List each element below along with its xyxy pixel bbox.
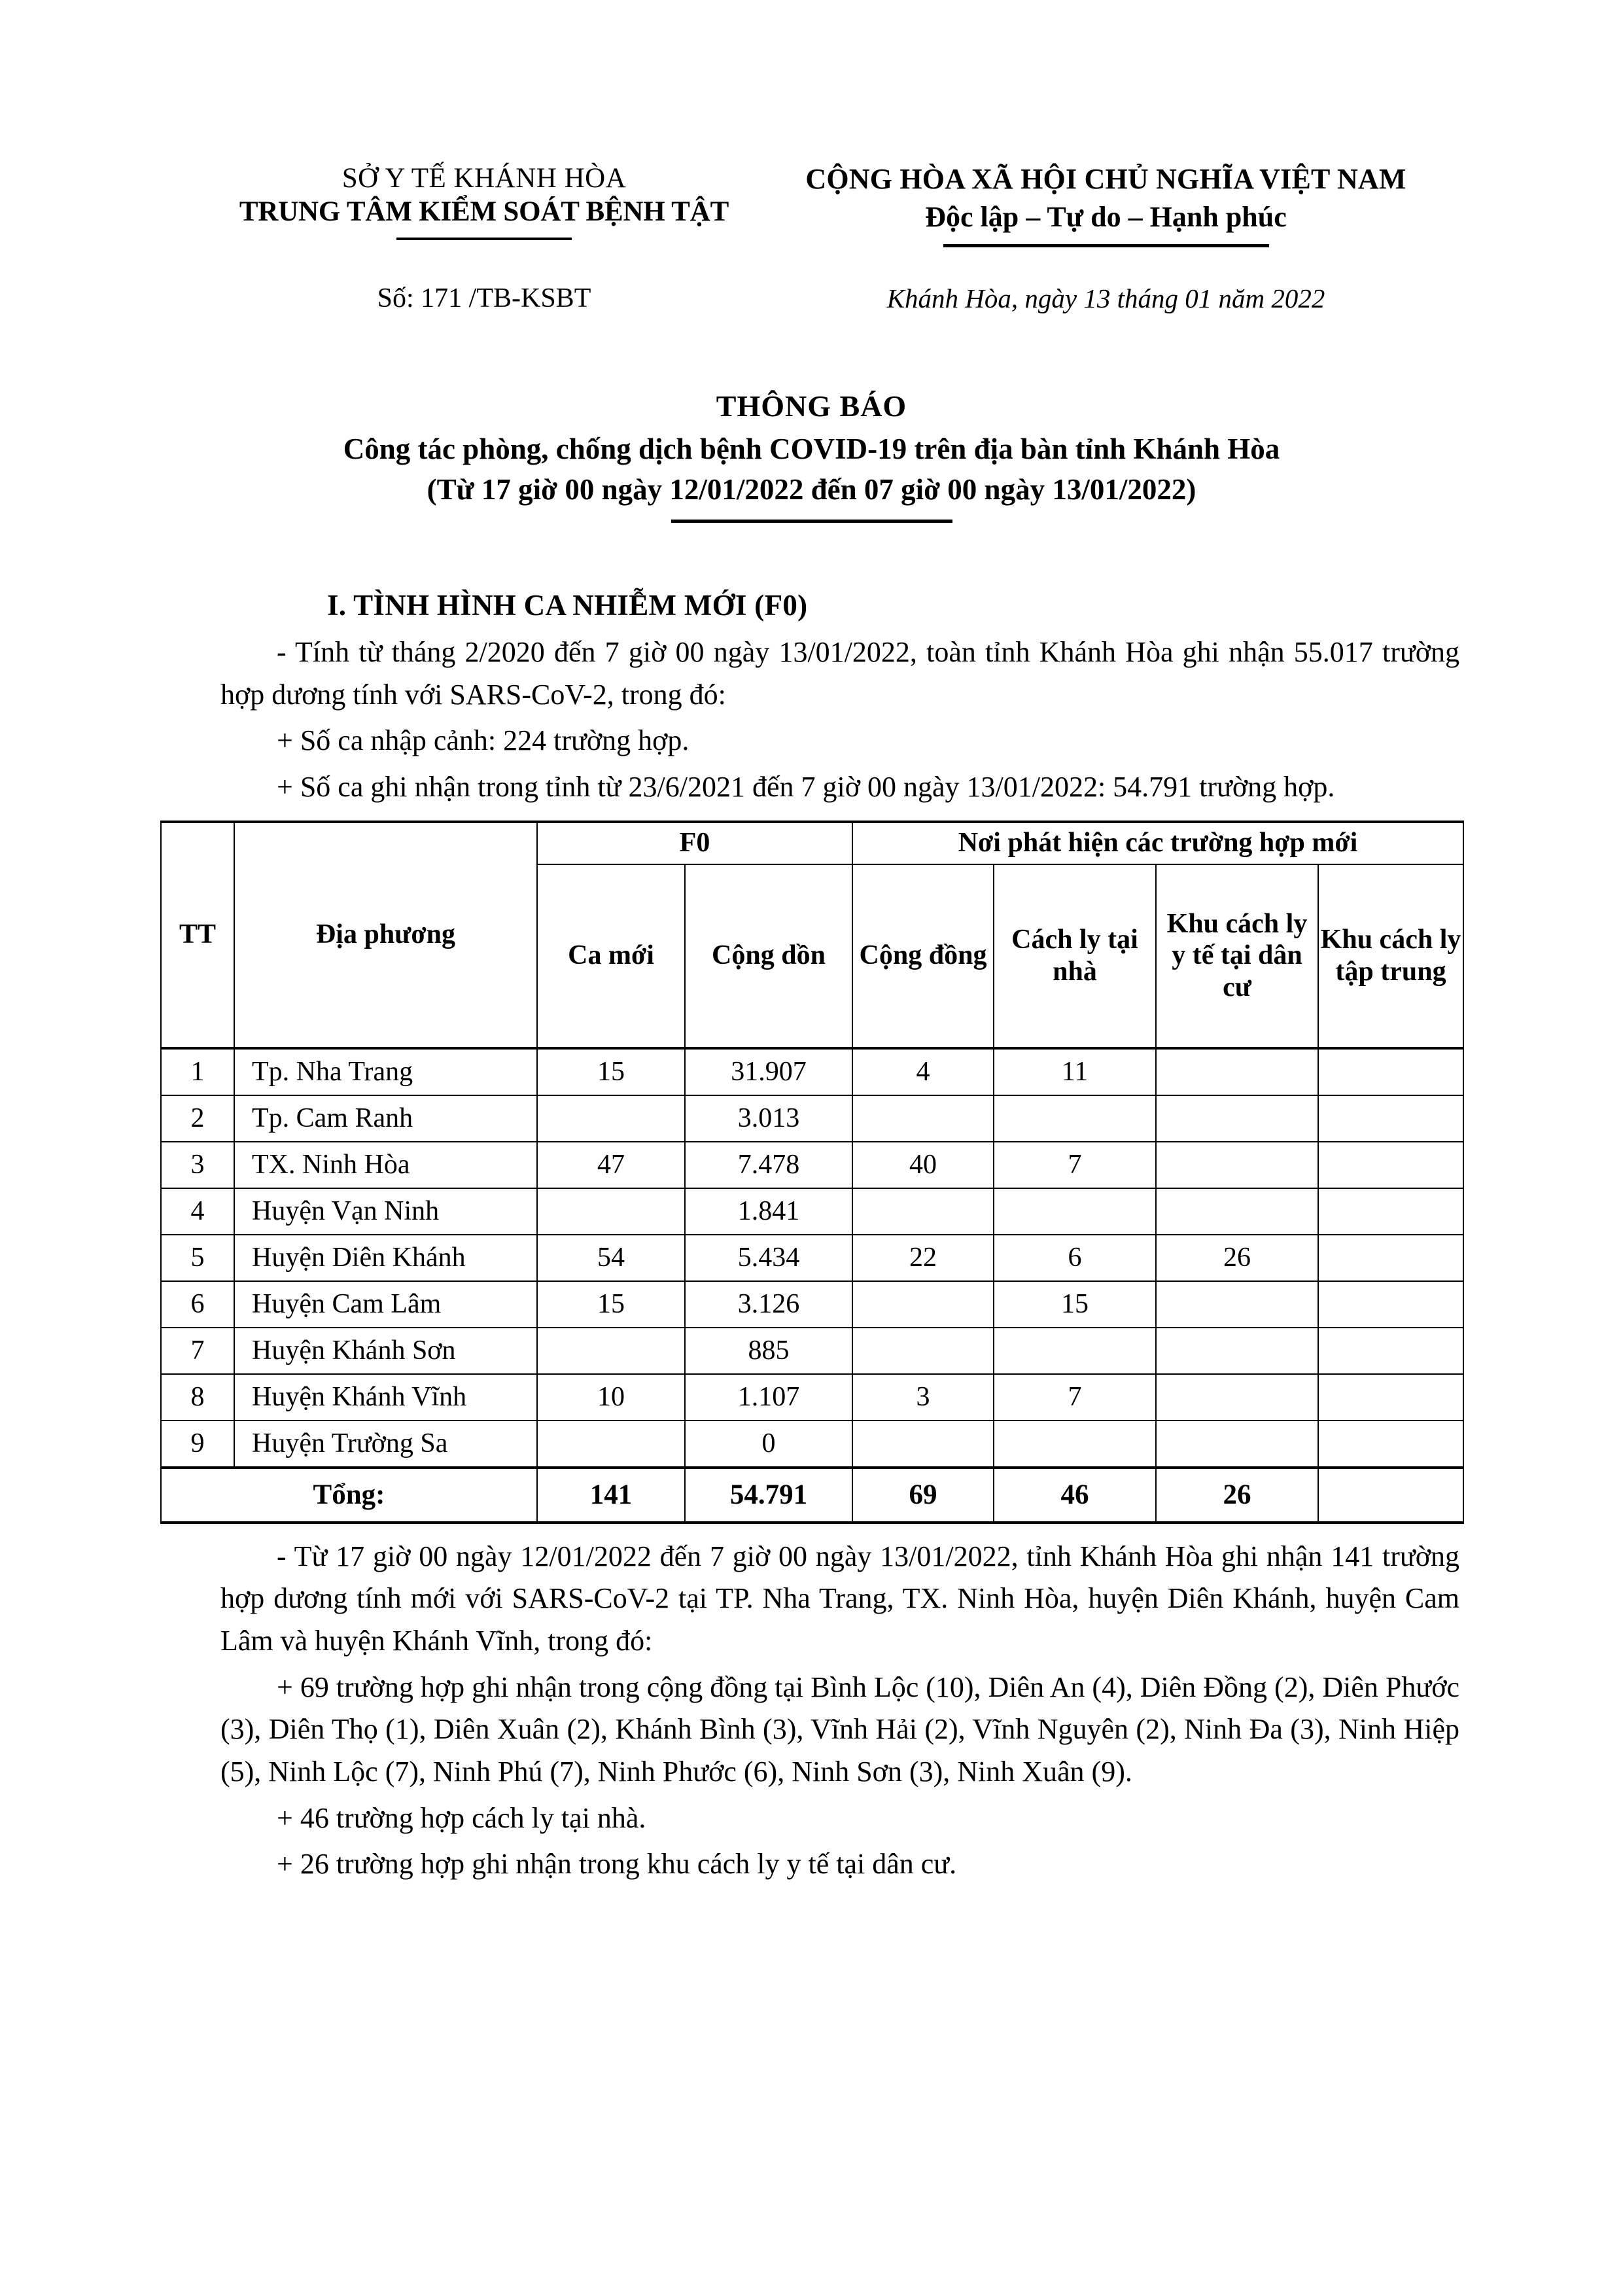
row-dia-phuong: Tp. Cam Ranh [234, 1095, 537, 1142]
table-row [161, 1374, 1463, 1421]
total-khu-cach-ly-y-te: 26 [1156, 1468, 1318, 1523]
table-row [161, 1048, 1463, 1095]
section-1-paragraph-after-3: + 46 trường hợp cách ly tại nhà. [277, 1801, 646, 1834]
row-cong-don: 31.907 [685, 1048, 852, 1095]
row-cong-dong: 4 [852, 1048, 994, 1095]
row-khu-cach-ly-y-te [1156, 1374, 1318, 1421]
document-number: Số: 171 /TB-KSBT [377, 283, 591, 313]
row-khu-cach-ly-tap-trung [1318, 1235, 1463, 1281]
row-tt: 6 [161, 1281, 234, 1328]
issuing-organization-block [216, 162, 752, 247]
table-body [161, 1048, 1463, 1468]
column-header-cach-ly-tai-nha: Cách ly tại nhà [994, 864, 1156, 1048]
title-underline [671, 520, 952, 523]
row-cach-ly-tai-nha [994, 1328, 1156, 1374]
parent-organization-name: SỞ Y TẾ KHÁNH HÒA [341, 163, 627, 194]
total-cong-dong: 69 [852, 1468, 994, 1523]
covid-statistics-table [160, 821, 1464, 1524]
row-khu-cach-ly-tap-trung [1318, 1421, 1463, 1468]
column-header-cong-dong: Cộng đồng [852, 864, 994, 1048]
row-dia-phuong: Huyện Khánh Sơn [234, 1328, 537, 1374]
column-header-dia-phuong: Địa phương [234, 822, 537, 1048]
row-cong-don: 7.478 [685, 1142, 852, 1188]
row-ca-moi: 15 [537, 1281, 685, 1328]
row-ca-moi [537, 1421, 685, 1468]
organization-name: TRUNG TÂM KIỂM SOÁT BỆNH TẬT [239, 196, 729, 227]
row-tt: 2 [161, 1095, 234, 1142]
row-khu-cach-ly-tap-trung [1318, 1142, 1463, 1188]
column-header-khu-cach-ly-y-te-tai-dan-cu: Khu cách ly y tế tại dân cư [1156, 864, 1318, 1048]
row-cong-dong: 3 [852, 1374, 994, 1421]
table-footer [161, 1468, 1463, 1523]
table-row [161, 1235, 1463, 1281]
total-khu-cach-ly-tap-trung [1318, 1468, 1463, 1523]
total-cong-don: 54.791 [685, 1468, 852, 1523]
motto-underline [943, 244, 1269, 247]
row-khu-cach-ly-tap-trung [1318, 1281, 1463, 1328]
row-khu-cach-ly-tap-trung [1318, 1048, 1463, 1095]
total-cach-ly-tai-nha: 46 [994, 1468, 1156, 1523]
document-number-row [0, 283, 1623, 314]
document-time-range: (Từ 17 giờ 00 ngày 12/01/2022 đến 07 giờ 00 ngày 13/01/2022) [427, 472, 1196, 506]
row-dia-phuong: Huyện Diên Khánh [234, 1235, 537, 1281]
row-cong-dong: 40 [852, 1142, 994, 1188]
row-tt: 3 [161, 1142, 234, 1188]
row-cach-ly-tai-nha [994, 1421, 1156, 1468]
row-dia-phuong: Huyện Cam Lâm [234, 1281, 537, 1328]
row-cach-ly-tai-nha [994, 1188, 1156, 1235]
covid-statistics-table-wrapper [0, 821, 1623, 1524]
document-header [0, 0, 1623, 247]
document-subtitle: Công tác phòng, chống dịch bệnh COVID-19 trên địa bàn tỉnh Khánh Hòa [343, 433, 1280, 466]
column-header-khu-cach-ly-tap-trung: Khu cách ly tập trung [1318, 864, 1463, 1048]
page-title: THÔNG BÁO [716, 389, 907, 423]
row-cach-ly-tai-nha [994, 1095, 1156, 1142]
row-ca-moi: 54 [537, 1235, 685, 1281]
row-cong-don: 0 [685, 1421, 852, 1468]
row-cong-don: 885 [685, 1328, 852, 1374]
row-dia-phuong: Huyện Khánh Vĩnh [234, 1374, 537, 1421]
section-1-paragraph-3: + Số ca ghi nhận trong tỉnh từ 23/6/2021 đến 7 giờ 00 ngày 13/01/2022: 54.791 trường hợp. [277, 771, 1335, 803]
row-khu-cach-ly-y-te [1156, 1095, 1318, 1142]
row-cong-dong [852, 1095, 994, 1142]
row-tt: 9 [161, 1421, 234, 1468]
row-cong-don: 1.107 [685, 1374, 852, 1421]
row-tt: 8 [161, 1374, 234, 1421]
row-cong-don: 1.841 [685, 1188, 852, 1235]
row-tt: 5 [161, 1235, 234, 1281]
total-label: Tổng: [161, 1468, 537, 1523]
table-row [161, 1421, 1463, 1468]
row-khu-cach-ly-tap-trung [1318, 1374, 1463, 1421]
row-cong-don: 3.126 [685, 1281, 852, 1328]
row-cong-dong: 22 [852, 1235, 994, 1281]
section-1-paragraph-1: - Tính từ tháng 2/2020 đến 7 giờ 00 ngày 13/01/2022, toàn tỉnh Khánh Hòa ghi nhận 55.017 trường hợp dương tính với SARS-CoV-2, trong đó: [220, 635, 1459, 711]
row-cong-dong [852, 1281, 994, 1328]
row-tt: 4 [161, 1188, 234, 1235]
section-1-paragraph-2: + Số ca nhập cảnh: 224 trường hợp. [277, 724, 689, 757]
column-group-header-f0: F0 [537, 822, 852, 864]
row-cach-ly-tai-nha: 7 [994, 1142, 1156, 1188]
row-tt: 7 [161, 1328, 234, 1374]
table-header-group-row [161, 822, 1463, 864]
row-cong-dong [852, 1328, 994, 1374]
row-khu-cach-ly-y-te [1156, 1048, 1318, 1095]
row-dia-phuong: Huyện Trường Sa [234, 1421, 537, 1468]
organization-underline [396, 238, 572, 240]
row-cong-don: 5.434 [685, 1235, 852, 1281]
column-group-header-noi-phat-hien: Nơi phát hiện các trường hợp mới [852, 822, 1463, 864]
national-motto-block [752, 162, 1459, 247]
row-dia-phuong: Huyện Vạn Ninh [234, 1188, 537, 1235]
row-khu-cach-ly-y-te [1156, 1142, 1318, 1188]
row-khu-cach-ly-y-te [1156, 1188, 1318, 1235]
table-total-row [161, 1468, 1463, 1523]
country-name: CỘNG HÒA XÃ HỘI CHỦ NGHĨA VIỆT NAM [805, 163, 1406, 195]
row-cach-ly-tai-nha: 15 [994, 1281, 1156, 1328]
section-1-paragraph-after-4: + 26 trường hợp ghi nhận trong khu cách ly y tế tại dân cư. [277, 1848, 957, 1881]
row-khu-cach-ly-y-te [1156, 1421, 1318, 1468]
row-ca-moi: 47 [537, 1142, 685, 1188]
total-ca-moi: 141 [537, 1468, 685, 1523]
table-row [161, 1281, 1463, 1328]
row-dia-phuong: TX. Ninh Hòa [234, 1142, 537, 1188]
national-motto: Độc lập – Tự do – Hạnh phúc [925, 200, 1287, 233]
row-ca-moi [537, 1188, 685, 1235]
row-tt: 1 [161, 1048, 234, 1095]
row-cong-dong [852, 1421, 994, 1468]
row-cach-ly-tai-nha: 11 [994, 1048, 1156, 1095]
row-khu-cach-ly-y-te [1156, 1281, 1318, 1328]
row-khu-cach-ly-y-te: 26 [1156, 1235, 1318, 1281]
row-ca-moi [537, 1328, 685, 1374]
row-ca-moi: 15 [537, 1048, 685, 1095]
section-heading-1: I. TÌNH HÌNH CA NHIỄM MỚI (F0) [327, 588, 808, 622]
row-khu-cach-ly-y-te [1156, 1328, 1318, 1374]
row-ca-moi [537, 1095, 685, 1142]
row-dia-phuong: Tp. Nha Trang [234, 1048, 537, 1095]
table-row [161, 1328, 1463, 1374]
document-title-block [0, 387, 1623, 523]
section-1-paragraph-after-2: + 69 trường hợp ghi nhận trong cộng đồng tại Bình Lộc (10), Diên An (4), Diên Đồng (2), Diên Phước (3), Diên Thọ (1), Diên Xuân (2), Khánh Bình (3), Vĩnh Hải (2), Vĩnh Nguyên (2), Ninh Đa (3), Ninh Hiệp (5), Ninh Lộc (7), Ninh Phú (7), Ninh Phước (6), Ninh Sơn (3), Ninh Xuân (9). [220, 1670, 1459, 1788]
column-header-cong-don: Cộng dồn [685, 864, 852, 1048]
table-row [161, 1142, 1463, 1188]
row-cach-ly-tai-nha: 7 [994, 1374, 1156, 1421]
place-and-date: Khánh Hòa, ngày 13 tháng 01 năm 2022 [886, 283, 1325, 313]
table-row [161, 1188, 1463, 1235]
section-1-paragraph-after-1: - Từ 17 giờ 00 ngày 12/01/2022 đến 7 giờ 00 ngày 13/01/2022, tỉnh Khánh Hòa ghi nhận 141 trường hợp dương tính mới với SARS-CoV-2 tại TP. Nha Trang, TX. Ninh Hòa, huyện Diên Khánh, huyện Cam Lâm và huyện Khánh Vĩnh, trong đó: [220, 1540, 1459, 1657]
row-cong-dong [852, 1188, 994, 1235]
row-khu-cach-ly-tap-trung [1318, 1188, 1463, 1235]
column-header-tt: TT [161, 822, 234, 1048]
row-khu-cach-ly-tap-trung [1318, 1328, 1463, 1374]
column-header-ca-moi: Ca mới [537, 864, 685, 1048]
row-cong-don: 3.013 [685, 1095, 852, 1142]
table-header [161, 822, 1463, 1048]
row-khu-cach-ly-tap-trung [1318, 1095, 1463, 1142]
row-ca-moi: 10 [537, 1374, 685, 1421]
row-cach-ly-tai-nha: 6 [994, 1235, 1156, 1281]
table-row [161, 1095, 1463, 1142]
